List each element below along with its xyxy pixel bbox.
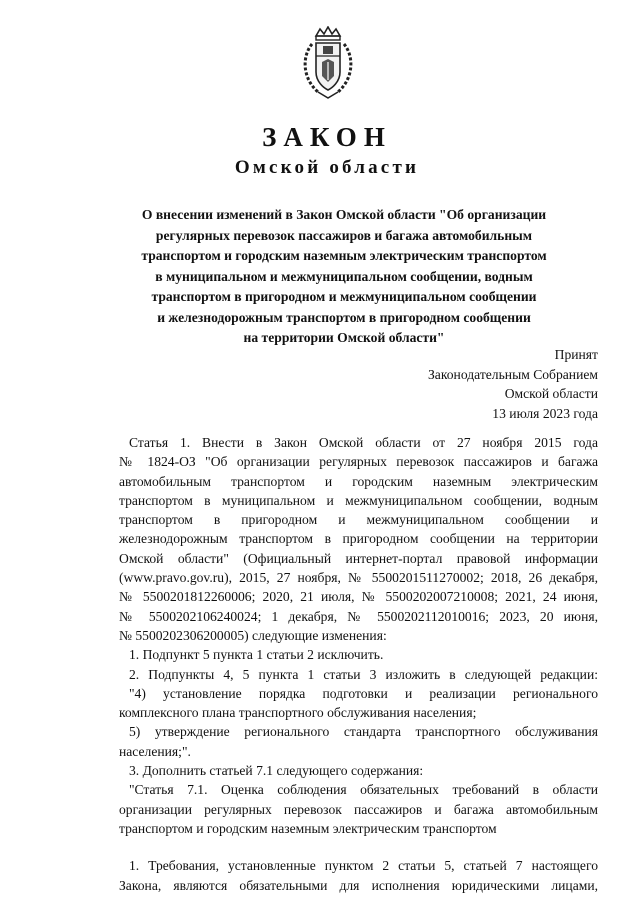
region-title: Омской области: [234, 157, 420, 178]
subject-line: транспортом в пригородном и межмуниципальном сообщении: [151, 289, 537, 304]
coat-of-arms-icon: [298, 26, 358, 100]
body-line: комплексного плана транспортного обслуживания населения;: [119, 705, 477, 721]
body-line: Статья 1. Внести в Закон Омской области от 27 ноября 2015 года: [129, 435, 598, 450]
adoption-date: 13 июля 2023 года: [492, 405, 598, 421]
body-line: железнодорожным транспортом в пригородном сообщении на территории: [119, 531, 598, 547]
body-line: № 1824-ОЗ "Об организации регулярных перевозок пассажиров и багажа: [119, 454, 598, 470]
subject-line: регулярных перевозок пассажиров и багажа автомобильным: [155, 227, 533, 243]
body-line: 2. Подпункты 4, 5 пункта 1 статьи 3 изложить в следующей редакции:: [129, 666, 598, 682]
law-body: [119, 433, 598, 895]
adoption-block: [428, 345, 598, 423]
body-line: "Статья 7.1. Оценка соблюдения обязательных требований в области: [129, 782, 598, 798]
body-line: 3. Дополнить статьей 7.1 следующего содержания:: [129, 763, 424, 779]
subject-line: на территории Омской области": [243, 330, 445, 345]
adoption-line: Омской области: [504, 386, 598, 401]
body-line: "4) установление порядка подготовки и реализации регионального: [129, 685, 598, 701]
body-line: транспортом и городским наземным электрическим транспортом: [119, 820, 497, 836]
body-line: Закона, являются обязательными для исполнения юридическими лицами,: [119, 877, 598, 893]
adoption-line: Законодательным Собранием: [428, 366, 598, 382]
body-line: № 5500202106240024; 1 декабря, № 5500202112010016; 2023, 20 июня,: [119, 608, 598, 624]
subject-line: транспортом и городским наземным электрическим транспортом: [141, 248, 547, 263]
paragraph-gap: [119, 838, 598, 856]
body-line: организации регулярных перевозок пассажиров и багажа автомобильным: [119, 801, 598, 817]
body-line: транспортом в пригородном и межмуниципальном сообщении и: [119, 512, 598, 528]
body-line: Омской области" (Официальный интернет-портал правовой информации: [119, 550, 598, 566]
body-line: № 5500201812260006; 2020, 21 июля, № 5500202007210008; 2021, 24 июня,: [119, 589, 598, 605]
body-line: населения;".: [119, 743, 191, 759]
body-line: транспортом в муниципальном и межмуниципальном сообщении, водным: [119, 492, 598, 508]
subject-line: и железнодорожным транспортом в пригородном сообщении: [157, 309, 531, 325]
adoption-line: Принят: [554, 347, 598, 362]
subject-line: О внесении изменений в Закон Омской области "Об организации: [141, 207, 547, 222]
body-line: 5) утверждение регионального стандарта транспортного обслуживания: [129, 724, 598, 740]
body-line: 1. Требования, установленные пунктом 2 статьи 5, статьей 7 настоящего: [129, 858, 598, 874]
subject-line: в муниципальном и межмуниципальном сообщении, водным: [155, 268, 533, 284]
body-line: 1. Подпункт 5 пункта 1 статьи 2 исключить.: [129, 647, 384, 663]
law-subject: [100, 205, 588, 349]
body-line: автомобильным транспортом и городским наземным электрическим: [119, 473, 598, 489]
law-title: ЗАКОН: [262, 122, 392, 152]
body-line: № 5500202306200005) следующие изменения:: [119, 627, 387, 643]
body-line: (www.pravo.gov.ru), 2015, 27 ноября, № 5500201511270002; 2018, 26 декабря,: [119, 570, 598, 586]
